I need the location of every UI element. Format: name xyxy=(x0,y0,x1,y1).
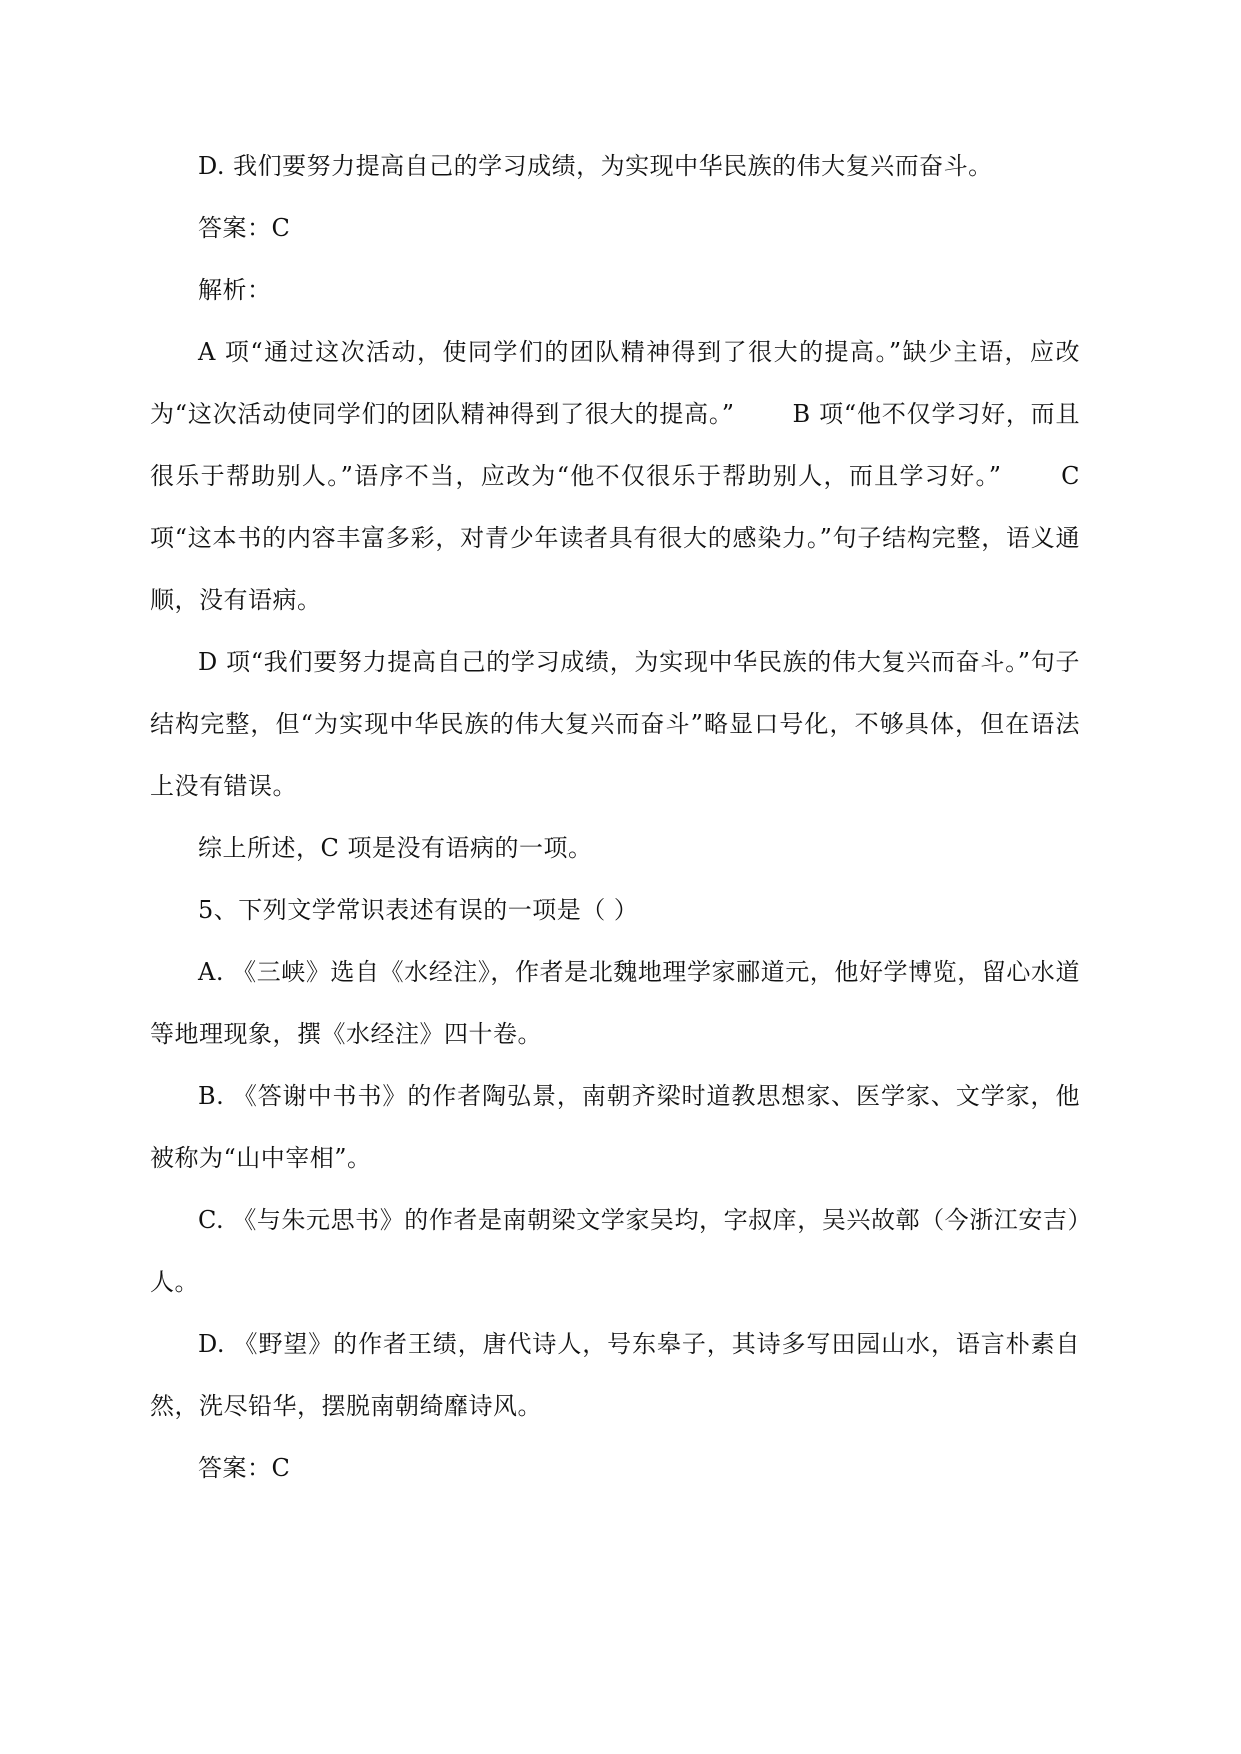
analysis-d: D 项“我们要努力提高自己的学习成绩，为实现中华民族的伟大复兴而奋斗。”句子结构完整，但“为实现中华民族的伟大复兴而奋斗”略显口号化，不够具体，但在语法上没有错误。 xyxy=(150,648,1080,800)
option-d-sentence: D. 我们要努力提高自己的学习成绩，为实现中华民族的伟大复兴而奋斗。 xyxy=(198,152,993,180)
analysis-summary: 综上所述，C 项是没有语病的一项。 xyxy=(198,834,593,862)
analysis-abc: A 项“通过这次活动，使同学们的团队精神得到了很大的提高。”缺少主语，应改为“这次活动使同学们的团队精神得到了很大的提高。” B 项“他不仅学习好，而且很乐于帮助别人。”语序不当，应改为“他不仅很乐于帮助别人，而且学习好。” C 项“这本书的内容丰富多彩，对青少年读者具有很大的感染力。”句子结构完整，语义通顺，没有语病。 xyxy=(150,338,1080,614)
document-page xyxy=(150,135,1080,1499)
answer-line: 答案：C xyxy=(198,214,291,242)
answer-line-2: 答案：C xyxy=(198,1454,291,1482)
option-d: D. 《野望》的作者王绩，唐代诗人，号东皋子，其诗多写田园山水，语言朴素自然，洗尽铅华，摆脱南朝绮靡诗风。 xyxy=(150,1330,1080,1420)
analysis-heading: 解析： xyxy=(198,276,272,304)
option-c: C. 《与朱元思书》的作者是南朝梁文学家吴均，字叔庠，吴兴故鄣（今浙江安吉）人。 xyxy=(150,1206,1080,1296)
option-b: B. 《答谢中书书》的作者陶弘景，南朝齐梁时道教思想家、医学家、文学家，他被称为“山中宰相”。 xyxy=(150,1082,1080,1172)
question-5: 5、下列文学常识表述有误的一项是（ ） xyxy=(198,896,639,924)
option-a: A. 《三峡》选自《水经注》，作者是北魏地理学家郦道元，他好学博览，留心水道等地理现象，撰《水经注》四十卷。 xyxy=(150,958,1080,1048)
